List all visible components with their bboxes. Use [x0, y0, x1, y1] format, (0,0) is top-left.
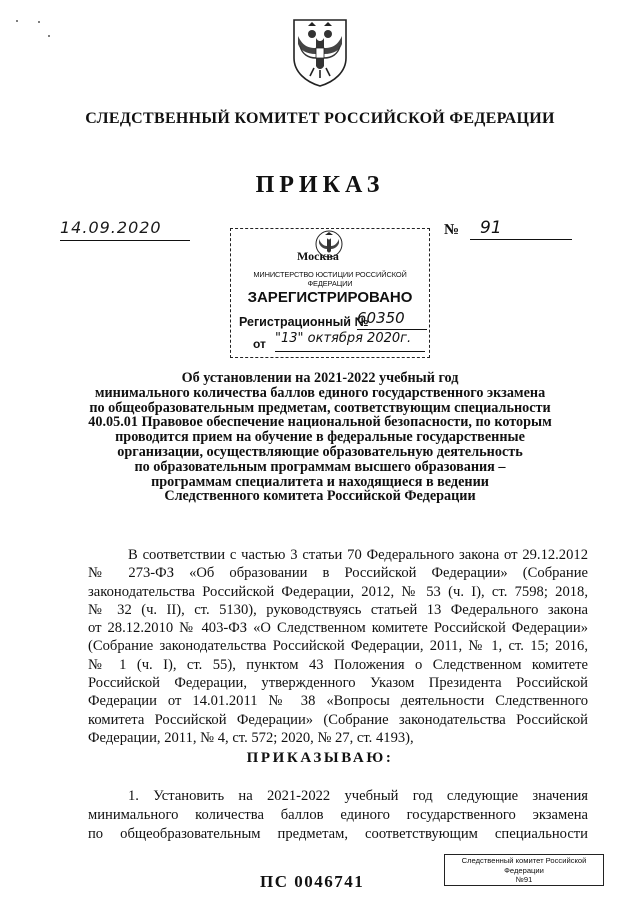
- preamble-line: Федерации, 2011, № 4, ст. 572; 2020, № 27, ст. 4193),: [88, 729, 414, 746]
- title-line: 40.05.01 Правовое обеспечение национальной безопасности, по которым: [88, 414, 552, 431]
- stamp-status: ЗАРЕГИСТРИРОВАНО: [247, 289, 413, 306]
- footer-stamp-line: №91: [515, 875, 533, 885]
- clause-line: минимального количества баллов единого государственного экзамена: [88, 807, 588, 823]
- stamp-ministry: МИНИСТЕРСТВО ЮСТИЦИИ РОССИЙСКОЙ ФЕДЕРАЦИИ: [253, 270, 407, 288]
- footer-stamp-line: Федерации: [504, 865, 544, 875]
- title-line: Об установлении на 2021-2022 учебный год: [181, 370, 459, 386]
- preamble-line: (Собрание законодательства Российской Федерации, 2011, № 1, ст. 15; 2016,: [88, 638, 588, 655]
- form-serial-number: ПС 0046741: [260, 872, 365, 891]
- order-number-label: №: [444, 222, 460, 238]
- preamble-paragraph: [88, 546, 588, 747]
- scan-speck: [16, 20, 18, 22]
- title-line: организации, осуществляющие образовательную деятельность: [117, 443, 523, 460]
- preamble-line: Федерации от 14.01.2011 № 38 «Вопросы деятельности Следственного: [88, 693, 588, 710]
- clause-line: 1. Установить на 2021-2022 учебный год следующие значения: [128, 788, 588, 804]
- preamble-line: № 273-ФЗ «Об образовании в Российской Федерации» (Собрание: [88, 565, 588, 582]
- title-line: Следственного комитета Российской Федерации: [164, 488, 476, 505]
- preamble-line: В соответствии с частью 3 статьи 70 Федерального закона от 29.12.2012: [128, 547, 588, 563]
- stamp-reg-number: 60350: [357, 309, 427, 330]
- title-line: проводится прием на обучение в федеральные государственные: [115, 429, 525, 446]
- stamp-date-value: "13" октября 2020г.: [275, 331, 425, 352]
- scan-speck: [38, 21, 40, 23]
- state-emblem-icon: [288, 14, 352, 88]
- issuing-authority: СЛЕДСТВЕННЫЙ КОМИТЕТ РОССИЙСКОЙ ФЕДЕРАЦИИ: [85, 110, 555, 127]
- registration-stamp: [230, 228, 430, 358]
- preamble-line: от 28.12.2010 № 403-ФЗ «О Следственном комитете Российской Федерации»: [88, 620, 588, 637]
- order-title: [70, 371, 570, 504]
- preamble-line: № 32 (ч. II), ст. 5130), руководствуясь статьей 13 Федерального закона: [88, 601, 588, 618]
- title-line: программам специалитета и находящиеся в ведении: [151, 473, 489, 490]
- preamble-line: законодательства Российской Федерации, 2012, № 53 (ч. I), ст. 7598; 2018,: [88, 583, 588, 600]
- preamble-line: Российской Федерации, утвержденного Указом Президента Российской: [88, 675, 588, 692]
- stamp-city: Москва: [297, 249, 339, 263]
- footer-stamp-line: Следственный комитет Российской: [461, 856, 587, 865]
- title-line: по образовательным программам высшего образования –: [134, 458, 506, 475]
- stamp-reg-label: Регистрационный №: [239, 315, 369, 329]
- preamble-line: № 1 (ч. I), ст. 55), пунктом 43 Положения о Следственном комитете: [88, 656, 588, 673]
- document-type-title: ПРИКАЗ: [255, 172, 385, 198]
- order-operative-word: ПРИКАЗЫВАЮ:: [246, 750, 394, 766]
- preamble-line: комитета Российской Федерации» (Собрание законодательства Российской: [88, 711, 588, 728]
- title-line: по общеобразовательным предметам, соответствующим специальности: [89, 399, 551, 416]
- footer-stamp: [444, 854, 604, 886]
- stamp-date-label: от: [253, 337, 266, 351]
- clause-1: [88, 787, 588, 844]
- order-date: 14.09.2020: [60, 218, 190, 241]
- scan-speck: [48, 35, 50, 37]
- title-line: минимального количества баллов единого государственного экзамена: [94, 384, 546, 401]
- clause-line: по общеобразовательным предметам, соответствующим специальности: [88, 826, 588, 842]
- order-number: 91: [470, 218, 572, 240]
